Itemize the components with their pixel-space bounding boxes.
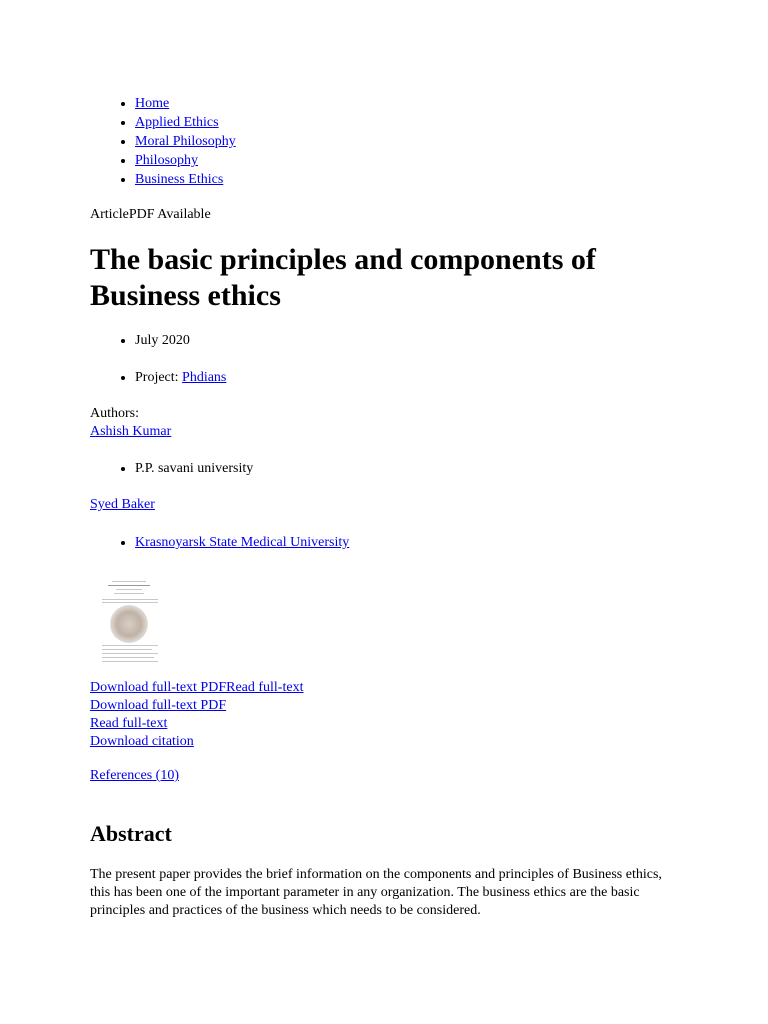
article-type-badge: ArticlePDF Available bbox=[90, 207, 211, 222]
project-list bbox=[90, 369, 226, 387]
page-title: The basic principles and components of Business ethics bbox=[90, 243, 596, 312]
download-citation-link[interactable]: Download citation bbox=[90, 734, 194, 749]
breadcrumb-item-moral-philosophy bbox=[135, 132, 236, 151]
breadcrumb-link-applied-ethics[interactable]: Applied Ethics bbox=[135, 115, 219, 130]
download-read-full-text-link[interactable]: Download full-text PDFRead full-text bbox=[90, 680, 304, 695]
breadcrumb-link-business-ethics[interactable]: Business Ethics bbox=[135, 172, 224, 187]
seal-watermark-icon bbox=[110, 605, 148, 643]
references-link[interactable]: References (10) bbox=[90, 768, 180, 783]
breadcrumb-item-philosophy bbox=[135, 151, 236, 170]
breadcrumb bbox=[90, 94, 236, 189]
breadcrumb-item-applied-ethics bbox=[135, 113, 236, 132]
author-affiliation: • P.P. savani university bbox=[135, 460, 253, 478]
author-affiliation-list bbox=[90, 460, 253, 478]
authors-label: Authors: bbox=[90, 406, 139, 421]
project-label: Project: bbox=[135, 370, 179, 385]
pdf-preview-thumbnail[interactable] bbox=[98, 575, 162, 665]
author-link-syed-baker[interactable]: Syed Baker bbox=[90, 497, 155, 512]
project-link[interactable]: Phdians bbox=[182, 370, 227, 385]
download-links bbox=[90, 679, 303, 751]
author-link-ashish-kumar[interactable]: Ashish Kumar bbox=[90, 424, 172, 439]
project-item bbox=[135, 369, 226, 387]
breadcrumb-item-business-ethics bbox=[135, 170, 236, 189]
publication-date-list bbox=[90, 332, 190, 350]
affiliation-link[interactable]: Krasnoyarsk State Medical University bbox=[135, 535, 350, 550]
breadcrumb-link-philosophy[interactable]: Philosophy bbox=[135, 153, 199, 168]
author-affiliation-item bbox=[135, 534, 349, 552]
abstract-text: The present paper provides the brief information on the components and principles of Business ethics, this has been one of the important parameter in any organization. The business ethics are the basic principles and practices of the business which needs to be considered. bbox=[90, 867, 662, 918]
download-pdf-link[interactable]: Download full-text PDF bbox=[90, 698, 227, 713]
breadcrumb-link-moral-philosophy[interactable]: Moral Philosophy bbox=[135, 134, 236, 149]
read-full-text-link[interactable]: Read full-text bbox=[90, 716, 168, 731]
author-affiliation-list bbox=[90, 534, 349, 552]
breadcrumb-item-home bbox=[135, 94, 236, 113]
abstract-heading: Abstract bbox=[90, 821, 172, 846]
breadcrumb-link-home[interactable]: Home bbox=[135, 96, 170, 111]
publication-date: • July 2020 bbox=[135, 332, 190, 350]
